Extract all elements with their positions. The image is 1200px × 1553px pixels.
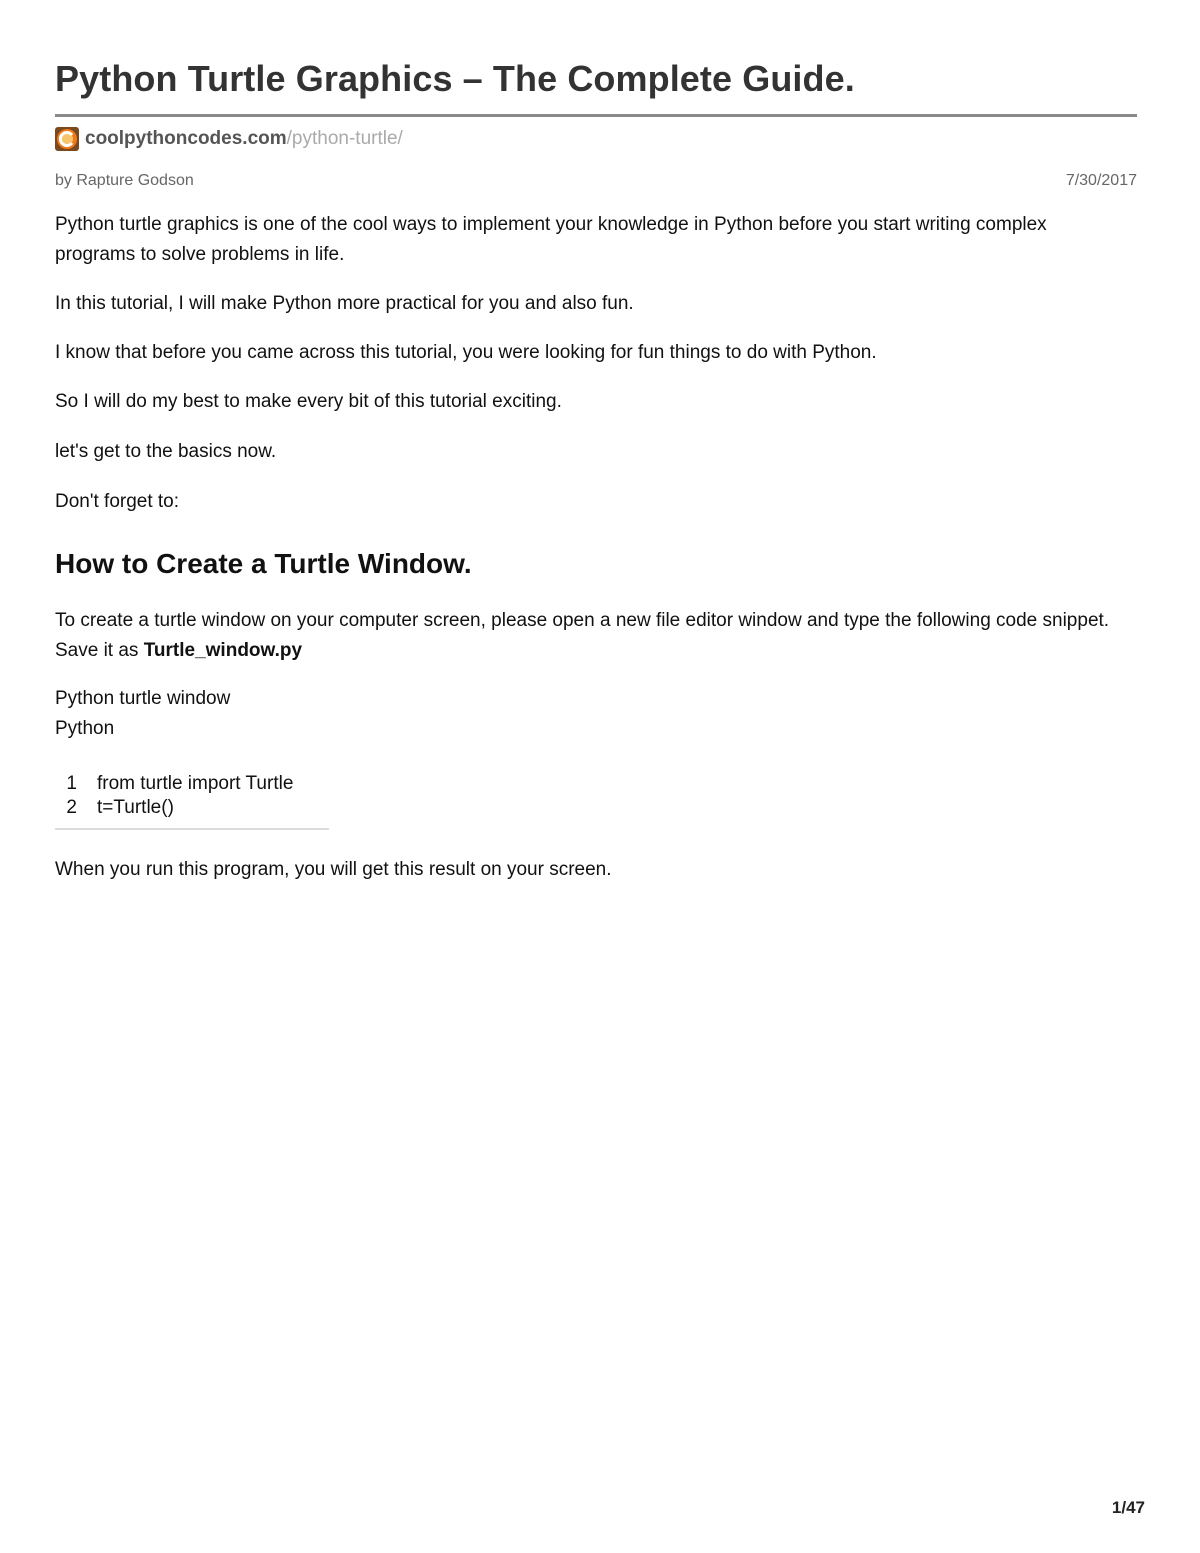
after-code-paragraph: When you run this program, you will get this result on your screen. [55, 859, 612, 880]
section-heading: How to Create a Turtle Window. [55, 548, 472, 579]
publish-date: 7/30/2017 [1065, 172, 1137, 189]
line-number: 1 [66, 773, 77, 794]
intro-paragraph-6: Don't forget to: [55, 491, 180, 512]
code-line [55, 796, 329, 820]
source-domain[interactable]: coolpythoncodes.com [85, 128, 287, 149]
intro-paragraph-3: I know that before you came across this tutorial, you were looking for fun things to do with Python. [55, 342, 877, 363]
author-byline: by Rapture Godson [55, 172, 194, 189]
code-text: t=Turtle() [97, 797, 174, 818]
code-language-label: Python [55, 718, 115, 739]
intro-paragraph-4: So I will do my best to make every bit of this tutorial exciting. [55, 391, 562, 412]
byline-row [55, 172, 1137, 190]
site-logo-icon [55, 127, 79, 151]
title-divider [55, 114, 1137, 117]
code-text: from turtle import Turtle [97, 773, 294, 794]
intro-paragraph-5: let's get to the basics now. [55, 441, 277, 462]
source-link[interactable] [55, 126, 403, 152]
intro-paragraph-2: In this tutorial, I will make Python more practical for you and also fun. [55, 293, 634, 314]
source-path[interactable]: /python-turtle/ [286, 128, 403, 149]
section-text: To create a turtle window on your computer screen, please open a new file editor window and type the following code snippet. Save it as [55, 610, 1110, 661]
section-paragraph [55, 606, 1115, 666]
page-title: Python Turtle Graphics – The Complete Guide. [55, 58, 855, 99]
code-caption: Python turtle window [55, 688, 231, 709]
page-number: 1/47 [1111, 1498, 1145, 1517]
line-number: 2 [66, 797, 77, 818]
code-line [55, 772, 329, 796]
code-caption-block [55, 684, 1115, 744]
code-snippet [55, 772, 329, 830]
section-filename: Turtle_window.py [143, 640, 303, 661]
intro-paragraph-1: Python turtle graphics is one of the cool ways to implement your knowledge in Python before you start writing complex programs to solve problems in life. [55, 214, 1047, 265]
